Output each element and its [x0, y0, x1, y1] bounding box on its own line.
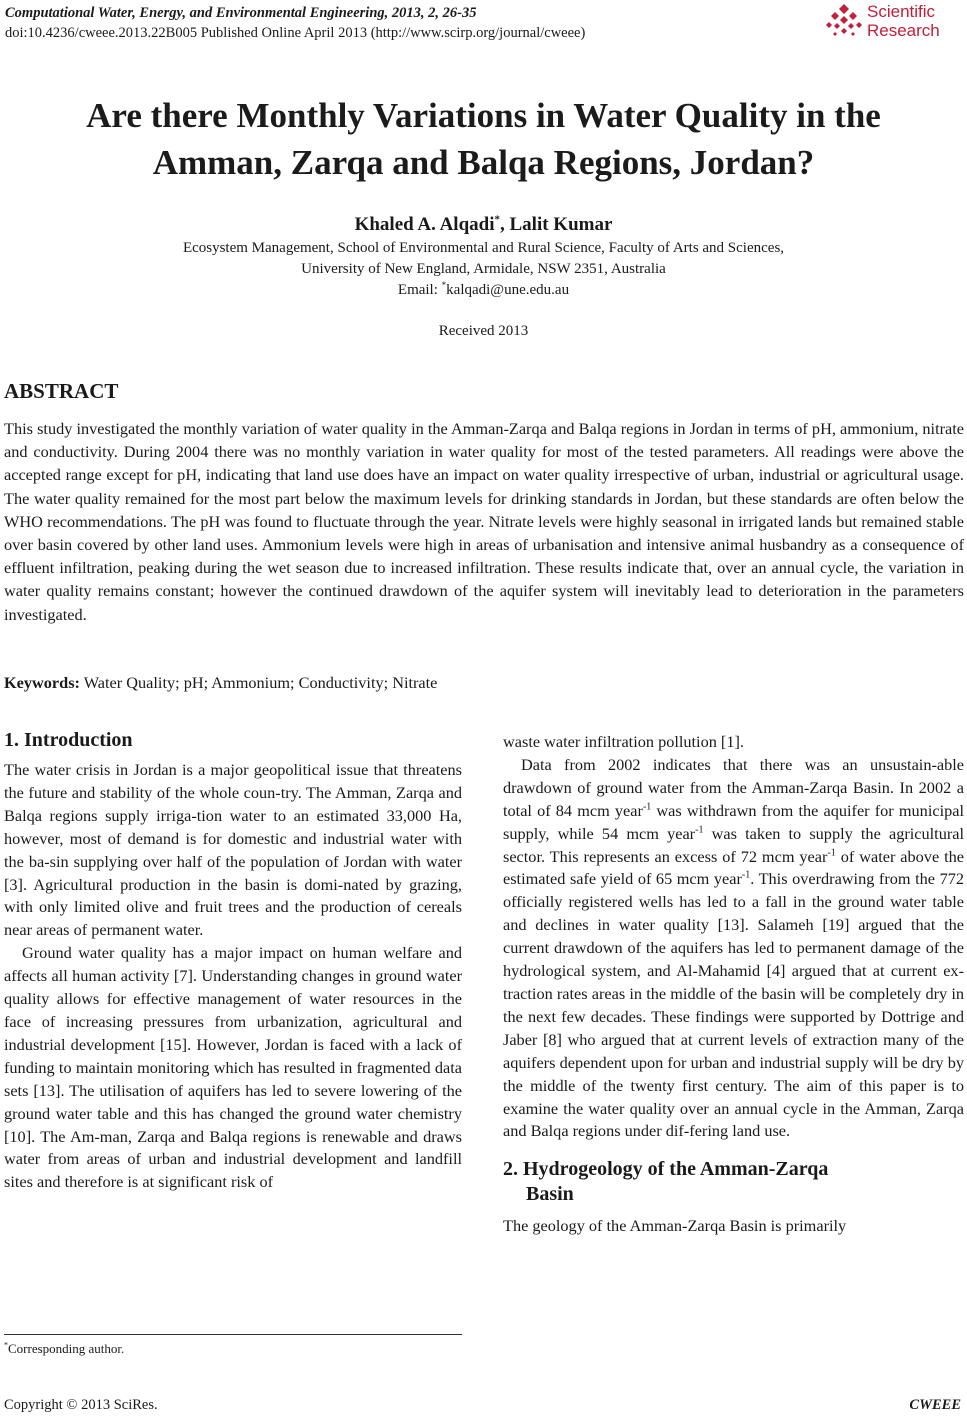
exponent: -1 — [642, 801, 652, 813]
footnote-mark: * — [4, 1340, 8, 1350]
text-run: of water above the estimated safe yield of 65 mcm year — [503, 846, 964, 889]
footer-journal: CWEEE — [909, 1397, 961, 1413]
right-column — [503, 731, 964, 1238]
corresponding-mark: * — [494, 213, 500, 226]
email-label: Email: — [397, 282, 442, 298]
logo-wordmark — [867, 2, 940, 40]
keywords-list: Water Quality; pH; Ammonium; Conductivity; Nitrate — [79, 673, 438, 692]
footnote-divider — [4, 1334, 462, 1335]
section-2-heading-line-1: 2. Hydrogeology of the Amman-Zarqa — [503, 1158, 829, 1181]
publisher-logo — [823, 2, 963, 46]
journal-name: Computational Water, Energy, and Environmental Engineering — [5, 5, 385, 21]
logo-line-1: Scientific — [867, 2, 936, 21]
doi-line: doi:10.4236/cweee.2013.22B005 Published Online April 2013 (http://www.scirp.org/journal/cweee) — [5, 25, 586, 41]
footnote — [4, 1340, 124, 1358]
abstract-text: This study investigated the monthly variation of water quality in the Amman-Zarqa and Balqa regions in Jordan in terms of pH, ammonium, nitrate and conductivity. During 2004 there was no monthly variation in water quality for most of the tested parameters. All readings were above the accepted range except for pH, indicating that land use does have an impact on water quality irrespective of urban, industrial or agricultural usage. The water quality remained for the most part below the maximum levels for drinking standards in Jordan, but these standards are often below the WHO recommendations. The pH was found to fluctuate through the year. Nitrate levels were highly seasonal in irrigated lands but remained stable over basin covered by other land uses. Ammonium levels were high in areas of urbanisation and intensive animal husbandry as a consequence of effluent infiltration, peaking during the wet season due to increased infiltration. These results indicate that, over an annual cycle, the variation in water quality remains constant; however the continued drawdown of the aquifer system will inevitably lead to deterioration in the parameters investigated. — [4, 419, 964, 624]
section-2-heading-line-2: Basin — [526, 1183, 574, 1206]
title-line-1: Are there Monthly Variations in Water Quality in the — [86, 96, 881, 135]
abstract-heading: ABSTRACT — [4, 379, 119, 403]
right-paragraph-3: The geology of the Amman-Zarqa Basin is primarily — [503, 1216, 847, 1236]
footnote-text: Corresponding author. — [8, 1341, 125, 1356]
paper-title — [0, 92, 967, 186]
text-run: was taken to supply the agricultural sector. This represents an excess of 72 mcm year — [503, 823, 965, 866]
intro-paragraph-1: The water crisis in Jordan is a major geopolitical issue that threatens the future and stability of the whole coun-try. The Amman, Zarqa and Balqa regions supply irriga-tion water to an estimated 33,000 Ha, however, most of demand is for domestic and industrial water with the ba-sin supplying over half of the population of Jordan with water [3]. Agricultural production in the basin is domi-nated by grazing, with only limited olive and fruit trees and the production of cereals near areas of permanent water. — [4, 760, 462, 940]
affiliation-line-2: University of New England, Armidale, NSW 2351, Australia — [301, 261, 666, 277]
affiliation-line-1: Ecosystem Management, School of Environmental and Rural Science, Faculty of Arts and Sciences, — [182, 240, 785, 256]
received-date: Received 2013 — [438, 323, 529, 339]
right-paragraph-1: waste water infiltration pollution [1]. — [503, 732, 744, 751]
first-author: Khaled A. Alqadi — [354, 214, 495, 235]
email-line — [0, 280, 967, 301]
exponent: -1 — [695, 824, 704, 836]
keywords-label: Keywords: — [4, 673, 80, 692]
exponent: -1 — [827, 847, 836, 859]
intro-paragraph-2: Ground water quality has a major impact on human welfare and affects all human activity [7]. Understanding changes in ground water quality allows for effective management of water resources in the face of increasing pressures from urbanization, agricultural and industrial development [15]. However, Jordan is faced with a lack of funding to maintain monitoring which has resulted in fragmented data sets [13]. The utilisation of aquifers has led to severe lowering of the ground water table and this has changed the ground water chemistry [10]. The Am-man, Zarqa and Balqa regions is renewable and draws water from areas of urban and industrial development and landfill sites and therefore is at significant risk of — [4, 943, 462, 1192]
title-line-2: Amman, Zarqa and Balqa Regions, Jordan? — [152, 143, 815, 182]
running-header — [5, 3, 585, 43]
exponent: -1 — [741, 870, 751, 882]
section-2-heading — [503, 1157, 964, 1207]
affiliation — [0, 238, 967, 301]
text-run: was withdrawn from the aquifer for municipal supply, while 54 mcm year — [503, 800, 964, 843]
keywords-line — [4, 671, 437, 694]
intro-heading: 1. Introduction — [4, 729, 133, 751]
author-list — [0, 213, 967, 237]
right-paragraph-2 — [503, 754, 964, 1143]
text-run: Data from 2002 indicates that there was an unsustain-able drawdown of ground water from the Amman-Zarqa Basin. In 2002 a total of 84 mcm year — [503, 754, 964, 820]
email-address[interactable]: kalqadi@une.edu.au — [446, 282, 570, 298]
left-column — [4, 728, 462, 1194]
journal-citation — [5, 3, 585, 23]
text-run: . This overdrawing from the 772 officially registered wells has led to a fall in the ground water table and declines in water quality [13]. Salameh [19] argued that the current drawdown of the aquifers has led to permanent damage of the hydrological system, and Al-Mahamid [4] argued that at current ex-traction rates areas in the middle of the basin will be completely dry in the next few decades. These findings were supported by Dottrige and Jaber [8] who argued that at current levels of extraction many of the aquifers dependent upon for urban and industrial supply will be dry by the middle of the twenty first century. The aim of this paper is to examine the water quality over an annual cycle in the Amman, Zarqa and Balqa regions under dif-fering land use. — [503, 869, 964, 1141]
scientific-research-icon — [823, 2, 865, 44]
other-authors: , Lalit Kumar — [500, 214, 613, 235]
email-mark: * — [441, 280, 447, 290]
logo-line-2: Research — [867, 21, 940, 40]
volume-info: , 2013, 2, 26-35 — [384, 5, 477, 21]
copyright: Copyright © 2013 SciRes. — [4, 1397, 158, 1413]
